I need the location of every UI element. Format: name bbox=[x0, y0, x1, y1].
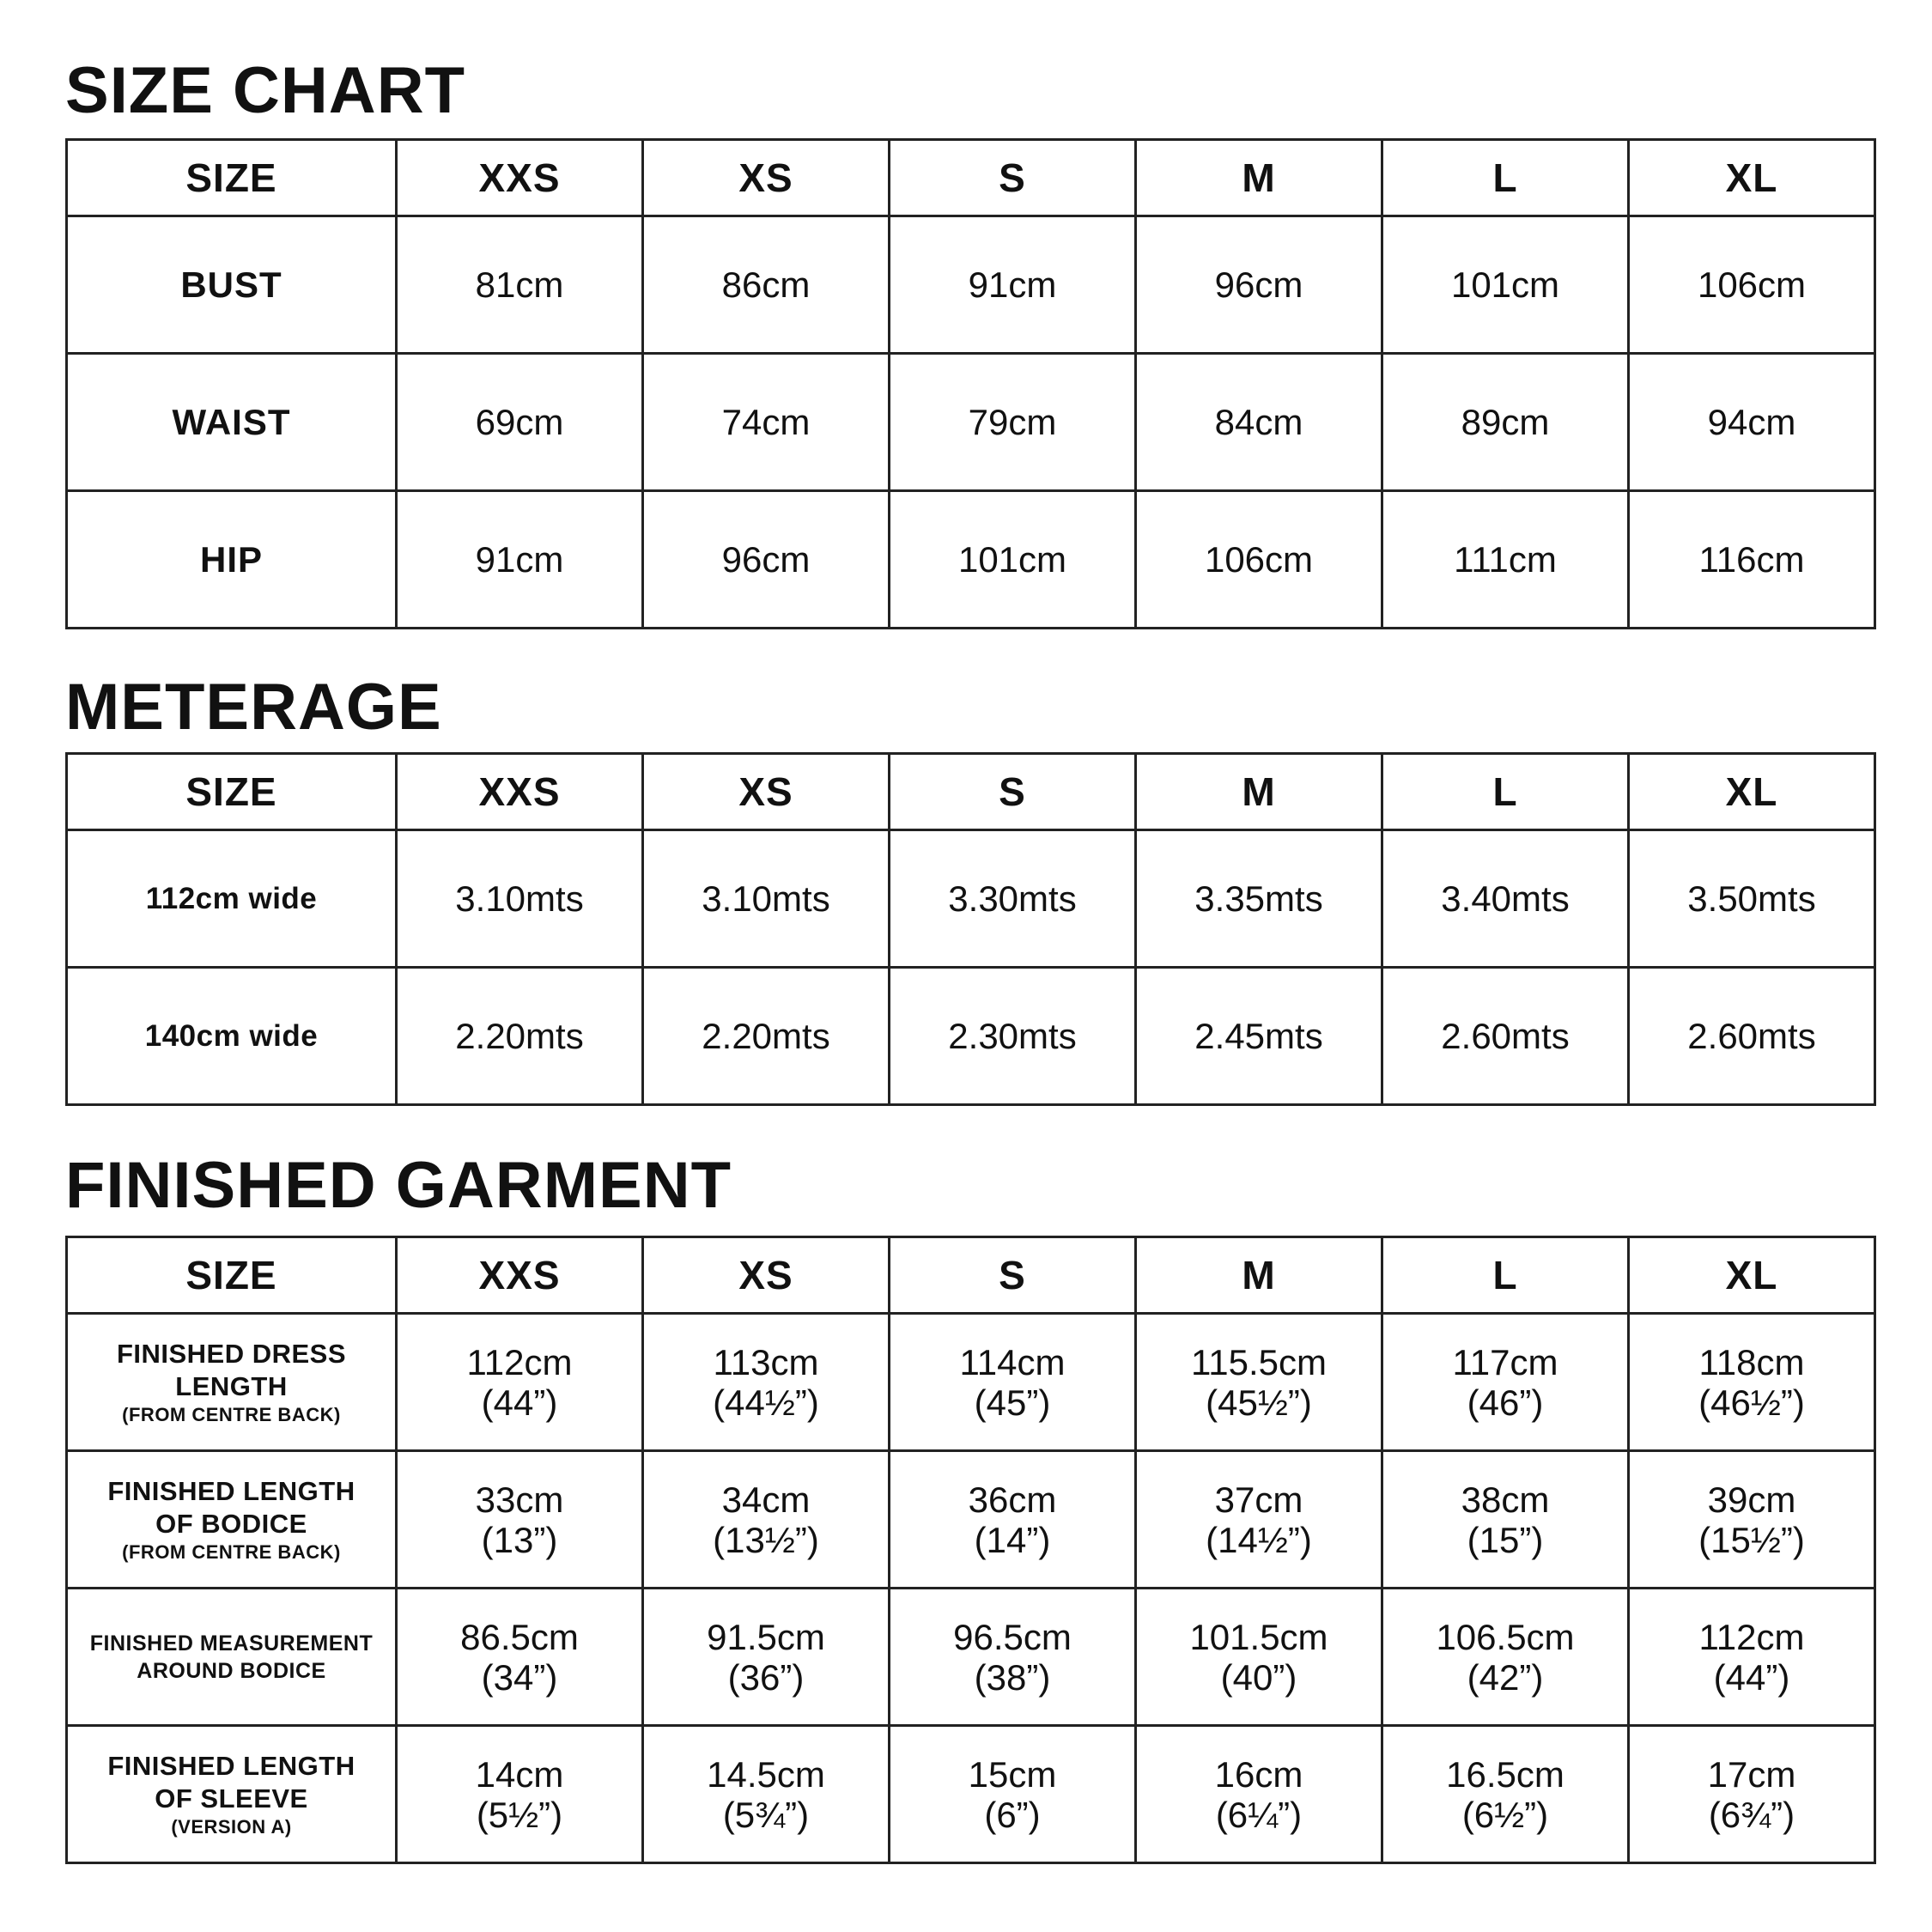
value-cm: 33cm bbox=[475, 1479, 564, 1520]
header-cell: L bbox=[1382, 1237, 1629, 1314]
value-inch: (44”) bbox=[1713, 1656, 1790, 1698]
value-inch: (46½”) bbox=[1698, 1382, 1805, 1423]
value-cm: 15cm bbox=[968, 1753, 1057, 1795]
value-cell: 96cm bbox=[1136, 216, 1382, 354]
header-cell: XS bbox=[643, 1237, 890, 1314]
size-chart-title: SIZE CHART bbox=[65, 54, 465, 127]
value-cm: 38cm bbox=[1461, 1479, 1550, 1520]
header-cell: SIZE bbox=[67, 1237, 397, 1314]
value-cell: 96cm bbox=[643, 491, 890, 629]
value-cell: 106cm bbox=[1629, 216, 1875, 354]
value-cm: 39cm bbox=[1707, 1479, 1796, 1520]
value-cm: 112cm bbox=[1698, 1616, 1805, 1657]
value-cm: 117cm bbox=[1452, 1341, 1558, 1382]
row-label-line: FINISHED LENGTH bbox=[107, 1475, 355, 1506]
value-cell bbox=[1382, 1589, 1629, 1726]
value-cm: 115.5cm bbox=[1191, 1341, 1327, 1382]
value-cell: 101cm bbox=[890, 491, 1136, 629]
value-cell bbox=[643, 1451, 890, 1589]
header-cell: XXS bbox=[397, 754, 643, 830]
value-cm: 14cm bbox=[475, 1753, 564, 1795]
header-cell: M bbox=[1136, 140, 1382, 216]
table-row bbox=[67, 968, 1875, 1105]
value-inch: (45½”) bbox=[1206, 1382, 1312, 1423]
finished-garment-header-row bbox=[67, 1237, 1875, 1314]
value-cell: 2.30mts bbox=[890, 968, 1136, 1105]
value-cell bbox=[890, 1314, 1136, 1451]
value-inch: (6¼”) bbox=[1215, 1794, 1303, 1835]
table-row bbox=[67, 1314, 1875, 1451]
value-cell: 3.50mts bbox=[1629, 830, 1875, 968]
value-cm: 106.5cm bbox=[1436, 1616, 1575, 1657]
meterage-table bbox=[65, 752, 1876, 1106]
value-cm: 16cm bbox=[1214, 1753, 1303, 1795]
value-inch: (6”) bbox=[984, 1794, 1041, 1835]
value-cell bbox=[890, 1451, 1136, 1589]
value-cell bbox=[1136, 1589, 1382, 1726]
header-cell: XS bbox=[643, 754, 890, 830]
value-cm: 112cm bbox=[466, 1341, 573, 1382]
value-cell: 2.20mts bbox=[643, 968, 890, 1105]
value-cell: 79cm bbox=[890, 354, 1136, 491]
table-row bbox=[67, 1451, 1875, 1589]
meterage-title: METERAGE bbox=[65, 671, 442, 744]
header-cell: M bbox=[1136, 1237, 1382, 1314]
value-cell bbox=[643, 1314, 890, 1451]
row-label-line: OF SLEEVE bbox=[155, 1783, 308, 1814]
value-inch: (6½”) bbox=[1461, 1794, 1549, 1835]
value-inch: (5¾”) bbox=[722, 1794, 810, 1835]
size-chart-header-row bbox=[67, 140, 1875, 216]
value-cell: 86cm bbox=[643, 216, 890, 354]
value-cell bbox=[1136, 1726, 1382, 1863]
value-cell: 116cm bbox=[1629, 491, 1875, 629]
value-cm: 96.5cm bbox=[953, 1616, 1072, 1657]
value-inch: (42”) bbox=[1467, 1656, 1544, 1698]
value-cell: 2.60mts bbox=[1629, 968, 1875, 1105]
meterage-header-row bbox=[67, 754, 1875, 830]
header-cell: SIZE bbox=[67, 140, 397, 216]
value-inch: (34”) bbox=[481, 1656, 558, 1698]
header-cell: XL bbox=[1629, 754, 1875, 830]
finished-garment-table bbox=[65, 1236, 1876, 1864]
value-inch: (13½”) bbox=[713, 1519, 819, 1560]
table-row bbox=[67, 354, 1875, 491]
value-cell: 81cm bbox=[397, 216, 643, 354]
value-cell bbox=[890, 1726, 1136, 1863]
value-inch: (5½”) bbox=[476, 1794, 563, 1835]
table-row bbox=[67, 830, 1875, 968]
value-cell bbox=[397, 1451, 643, 1589]
table-row bbox=[67, 1589, 1875, 1726]
value-inch: (15”) bbox=[1467, 1519, 1544, 1560]
value-cell: 91cm bbox=[890, 216, 1136, 354]
header-cell: XXS bbox=[397, 1237, 643, 1314]
row-label-line: FINISHED MEASUREMENT bbox=[89, 1631, 374, 1656]
value-inch: (45”) bbox=[974, 1382, 1051, 1423]
value-cm: 113cm bbox=[713, 1341, 819, 1382]
table-row bbox=[67, 1726, 1875, 1863]
value-cell: 3.40mts bbox=[1382, 830, 1629, 968]
value-cell bbox=[1382, 1726, 1629, 1863]
row-label-line: AROUND BODICE bbox=[137, 1658, 326, 1683]
value-cell bbox=[1629, 1451, 1875, 1589]
value-cell: 3.30mts bbox=[890, 830, 1136, 968]
value-inch: (6¾”) bbox=[1708, 1794, 1795, 1835]
value-cell: 74cm bbox=[643, 354, 890, 491]
value-cell: 101cm bbox=[1382, 216, 1629, 354]
value-cm: 114cm bbox=[959, 1341, 1066, 1382]
value-inch: (46”) bbox=[1467, 1382, 1544, 1423]
value-cell: 2.20mts bbox=[397, 968, 643, 1105]
header-cell: S bbox=[890, 1237, 1136, 1314]
row-label-note: (VERSION A) bbox=[171, 1815, 292, 1838]
value-cell: 2.60mts bbox=[1382, 968, 1629, 1105]
row-label bbox=[67, 1726, 397, 1863]
value-cell bbox=[643, 1726, 890, 1863]
row-label-line: OF BODICE bbox=[155, 1508, 307, 1539]
value-cell: 111cm bbox=[1382, 491, 1629, 629]
value-inch: (13”) bbox=[481, 1519, 558, 1560]
table-row bbox=[67, 216, 1875, 354]
row-label-line: LENGTH bbox=[175, 1370, 288, 1401]
header-cell: XL bbox=[1629, 1237, 1875, 1314]
row-label-line: FINISHED LENGTH bbox=[107, 1750, 355, 1781]
value-cell: 69cm bbox=[397, 354, 643, 491]
value-cell: 3.10mts bbox=[397, 830, 643, 968]
row-label: 140cm wide bbox=[67, 968, 397, 1105]
value-cell bbox=[1629, 1589, 1875, 1726]
value-cell bbox=[890, 1589, 1136, 1726]
header-cell: S bbox=[890, 754, 1136, 830]
value-cell bbox=[1136, 1314, 1382, 1451]
header-cell: L bbox=[1382, 754, 1629, 830]
value-cell: 3.10mts bbox=[643, 830, 890, 968]
value-cm: 101.5cm bbox=[1189, 1616, 1328, 1657]
header-cell: XXS bbox=[397, 140, 643, 216]
row-label: WAIST bbox=[67, 354, 397, 491]
row-label: BUST bbox=[67, 216, 397, 354]
header-cell: L bbox=[1382, 140, 1629, 216]
value-inch: (44”) bbox=[481, 1382, 558, 1423]
value-inch: (14”) bbox=[974, 1519, 1051, 1560]
header-cell: XS bbox=[643, 140, 890, 216]
value-inch: (38”) bbox=[974, 1656, 1051, 1698]
row-label: 112cm wide bbox=[67, 830, 397, 968]
header-cell: M bbox=[1136, 754, 1382, 830]
value-cm: 91.5cm bbox=[707, 1616, 825, 1657]
value-cell bbox=[1629, 1314, 1875, 1451]
row-label-note: (FROM CENTRE BACK) bbox=[122, 1403, 341, 1425]
value-cell: 106cm bbox=[1136, 491, 1382, 629]
value-inch: (15½”) bbox=[1698, 1519, 1805, 1560]
value-cell: 84cm bbox=[1136, 354, 1382, 491]
value-cell bbox=[643, 1589, 890, 1726]
finished-garment-title: FINISHED GARMENT bbox=[65, 1149, 732, 1222]
value-cm: 86.5cm bbox=[460, 1616, 579, 1657]
value-cell: 2.45mts bbox=[1136, 968, 1382, 1105]
value-cm: 17cm bbox=[1707, 1753, 1796, 1795]
value-cell: 94cm bbox=[1629, 354, 1875, 491]
header-cell: SIZE bbox=[67, 754, 397, 830]
value-inch: (36”) bbox=[727, 1656, 805, 1698]
row-label bbox=[67, 1589, 397, 1726]
value-cell bbox=[1382, 1451, 1629, 1589]
value-cell bbox=[397, 1726, 643, 1863]
value-inch: (14½”) bbox=[1206, 1519, 1312, 1560]
row-label: HIP bbox=[67, 491, 397, 629]
row-label bbox=[67, 1451, 397, 1589]
value-cm: 37cm bbox=[1214, 1479, 1303, 1520]
size-chart-table bbox=[65, 138, 1876, 629]
row-label-line: FINISHED DRESS bbox=[116, 1338, 347, 1369]
header-cell: XL bbox=[1629, 140, 1875, 216]
value-inch: (44½”) bbox=[713, 1382, 819, 1423]
value-cell: 3.35mts bbox=[1136, 830, 1382, 968]
row-label bbox=[67, 1314, 397, 1451]
row-label-note: (FROM CENTRE BACK) bbox=[122, 1540, 341, 1563]
table-row bbox=[67, 491, 1875, 629]
value-cell: 91cm bbox=[397, 491, 643, 629]
value-cell bbox=[1136, 1451, 1382, 1589]
value-cm: 16.5cm bbox=[1446, 1753, 1564, 1795]
value-cell bbox=[397, 1589, 643, 1726]
value-cell: 89cm bbox=[1382, 354, 1629, 491]
value-inch: (40”) bbox=[1220, 1656, 1297, 1698]
value-cm: 34cm bbox=[721, 1479, 811, 1520]
value-cm: 14.5cm bbox=[707, 1753, 825, 1795]
value-cm: 118cm bbox=[1698, 1341, 1805, 1382]
value-cm: 36cm bbox=[968, 1479, 1057, 1520]
header-cell: S bbox=[890, 140, 1136, 216]
value-cell bbox=[397, 1314, 643, 1451]
value-cell bbox=[1382, 1314, 1629, 1451]
value-cell bbox=[1629, 1726, 1875, 1863]
